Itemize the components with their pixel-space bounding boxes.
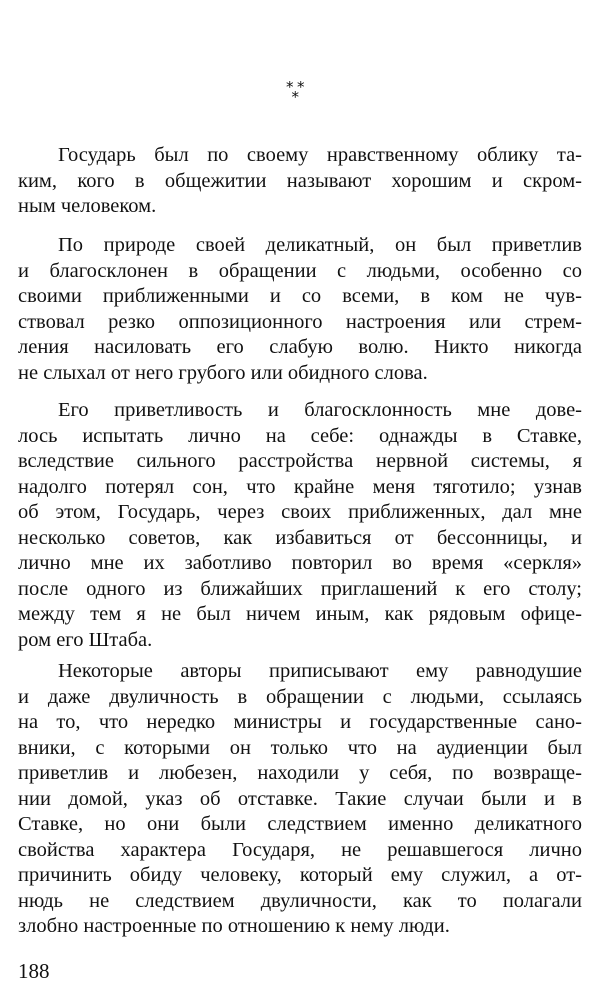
text-line: не слыхал от него грубого или обидного слова.: [18, 361, 428, 384]
text-line: после одного из ближайших приглашений к его столу;: [18, 577, 582, 600]
paragraph-4: [18, 659, 582, 940]
asterisk: *: [291, 88, 299, 106]
text-line: Его приветливость и благосклонность мне дове-: [58, 399, 582, 421]
text-line: ным человеком.: [18, 195, 157, 217]
paragraph-1: [18, 143, 582, 220]
text-line: причинить обиду человеку, который ему служил, а от-: [18, 864, 582, 886]
text-line: ления насиловать его слабую волю. Никто никогда: [18, 336, 582, 358]
text-line: приветлив и любезен, находили у себя, по возвраще-: [18, 762, 582, 784]
text-line: лось испытать лично на себе: однажды в Ставке,: [18, 424, 582, 447]
asterisk: *: [286, 78, 294, 96]
text-line: Некоторые авторы приписывают ему равнодушие: [58, 660, 582, 682]
text-line: об этом, Государь, через своих приближенных, дал мне: [18, 501, 582, 523]
text-line: ром его Штаба.: [18, 628, 153, 651]
text-line: своими приближенными и со всеми, в ком не чув-: [18, 285, 582, 307]
text-line: По природе своей деликатный, он был приветлив: [58, 234, 582, 256]
text-line: на то, что нередко министры и государственные сано-: [18, 711, 582, 733]
text-line: и даже двуличность в обращении с людьми, ссылаясь: [18, 685, 582, 708]
text-line: свойства характера Государя, не решавшегося лично: [18, 838, 582, 861]
asterisk: *: [297, 78, 305, 96]
text-line: несколько советов, как избавиться от бессонницы, и: [18, 526, 582, 549]
text-line: надолго потерял сон, что крайне меня тяготило; узнав: [18, 475, 582, 498]
paragraph-2: [18, 233, 582, 386]
text-line: ствовал резко оппозиционного настроения или стрем-: [18, 310, 582, 333]
text-line: Государь был по своему нравственному облику та-: [58, 144, 582, 166]
text-line: ким, кого в общежитии называют хорошим и скром-: [18, 169, 582, 192]
text-line: нии домой, указ об отставке. Такие случаи были и в: [18, 787, 582, 810]
text-line: злобно настроенные по отношению к нему люди.: [18, 915, 450, 937]
asterism-separator: [286, 80, 314, 106]
paragraph-3: [18, 398, 582, 653]
text-line: и благосклонен в обращении с людьми, особенно со: [18, 259, 582, 282]
page-number: 188: [18, 959, 50, 983]
text-line: вники, с которыми он только что на аудиенции был: [18, 736, 582, 759]
text-line: вследствие сильного расстройства нервной системы, я: [18, 450, 582, 472]
text-line: лично мне их заботливо повторил во время «серкля»: [18, 552, 582, 574]
text-line: нюдь не следствием двуличности, как то полагали: [18, 889, 582, 912]
text-line: между тем я не был ничем иным, как рядовым офице-: [18, 603, 582, 625]
text-line: Ставке, но они были следствием именно деликатного: [18, 813, 582, 835]
